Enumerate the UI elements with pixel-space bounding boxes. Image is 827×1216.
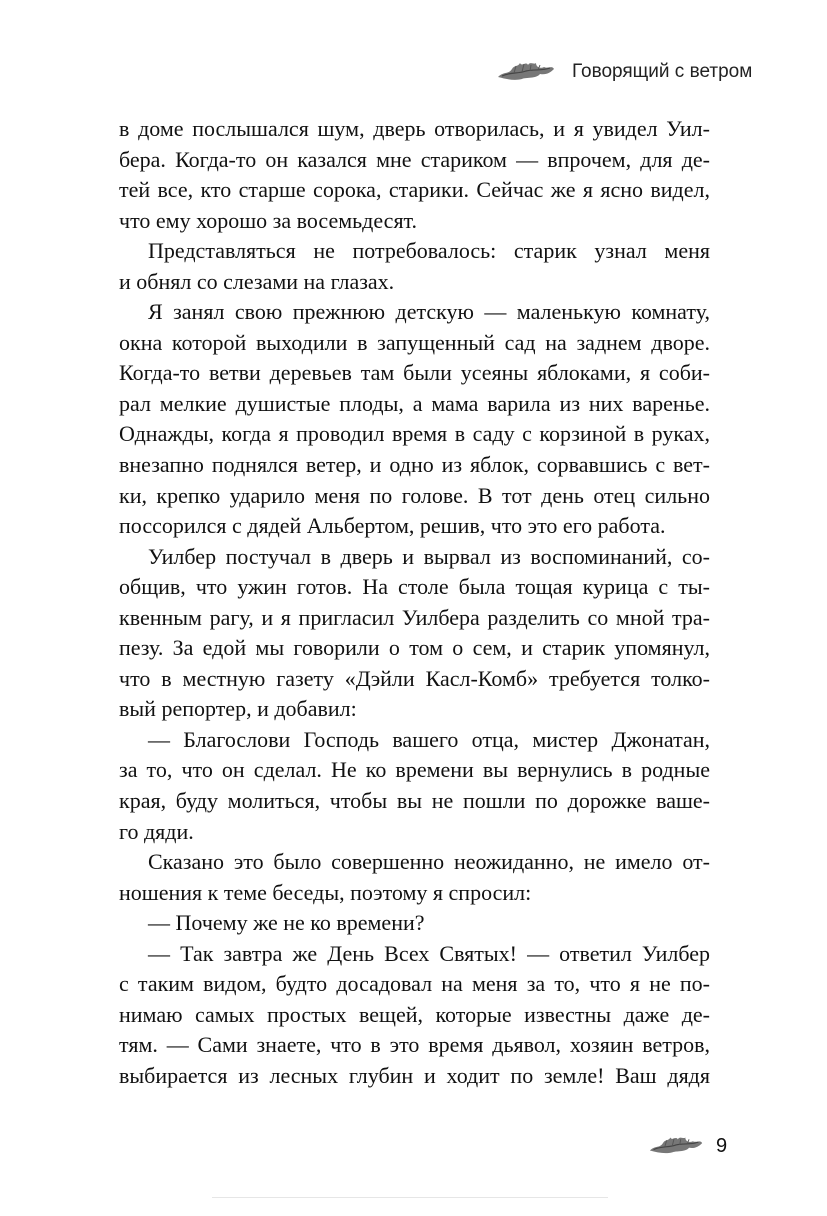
text-line: пезу. За едой мы говорили о том о сем, и старик упомянул,	[119, 635, 710, 661]
text-line: — Благослови Господь вашего отца, мистер Джонатан,	[148, 726, 710, 752]
text-line: тям. — Сами знаете, что в это время дьявол, хозяин ветров,	[119, 1032, 710, 1058]
text-line: нимаю самых простых вещей, которые известны даже де-	[119, 1001, 710, 1027]
text-line: за то, что он сделал. Не ко времени вы вернулись в родные	[119, 757, 710, 783]
text-line: выбирается из лесных глубин и ходит по земле! Ваш дядя	[119, 1062, 710, 1088]
page-footer	[648, 1126, 728, 1166]
text-line: — Так завтра же День Всех Святых! — ответил Уилбер	[148, 940, 710, 966]
page-number: 9	[716, 1134, 728, 1157]
bottom-rule	[212, 1197, 608, 1198]
text-line: в доме послышался шум, дверь отворилась, и я увидел Уил-	[119, 116, 710, 141]
text-line: — Почему же не ко времени?	[148, 910, 425, 936]
text-line: и обнял со слезами на глазах.	[119, 268, 395, 294]
text-line: го дяди.	[119, 818, 194, 844]
text-line: Я занял свою прежнюю детскую — маленькую комнату,	[148, 299, 710, 325]
text-line: ки, крепко ударило меня по голове. В тот день отец сильно	[119, 482, 710, 508]
text-line: вый репортер, и добавил:	[119, 696, 357, 722]
text-line: что ему хорошо за восемьдесят.	[119, 207, 418, 233]
text-line: ношения к теме беседы, поэтому я спросил:	[119, 879, 532, 905]
text-line: Однажды, когда я проводил время в саду с корзиной в руках,	[119, 421, 710, 447]
text-line: Сказано это было совершенно неожиданно, не имело от-	[148, 849, 710, 875]
running-header	[496, 52, 766, 92]
wind-flourish-icon	[648, 1131, 704, 1162]
text-line: рал мелкие душистые плоды, а мама варила из них варенье.	[119, 390, 710, 416]
text-line: с таким видом, будто досадовал на меня за то, что я не по-	[119, 971, 710, 997]
wind-flourish-icon	[496, 57, 556, 88]
text-line: тей все, кто старше сорока, старики. Сейчас же я ясно видел,	[119, 177, 710, 203]
text-line: внезапно поднялся ветер, и одно из яблок, сорвавшись с вет-	[119, 452, 710, 478]
text-line: Уилбер постучал в дверь и вырвал из воспоминаний, со-	[148, 543, 710, 569]
text-line: окна которой выходили в запущенный сад на заднем дворе.	[119, 329, 710, 355]
running-title: Говорящий с ветром	[572, 61, 753, 82]
text-line: что в местную газету «Дэйли Касл-Комб» требуется толко-	[119, 665, 710, 691]
text-line: Когда-то ветви деревьев там были усеяны яблоками, я соби-	[119, 360, 710, 386]
text-line: края, буду молиться, чтобы вы не пошли по дорожке ваше-	[119, 788, 710, 814]
text-line: бера. Когда-то он казался мне стариком — впрочем, для де-	[119, 146, 710, 172]
text-line: Представляться не потребовалось: старик узнал меня	[148, 238, 710, 264]
text-line: общив, что ужин готов. На столе была тощая курица с ты-	[119, 574, 710, 600]
text-line: квенным рагу, и я пригласил Уилбера разделить со мной тра-	[119, 604, 710, 630]
body-text	[119, 114, 710, 1092]
text-line: поссорился с дядей Альбертом, решив, что это его работа.	[119, 513, 666, 539]
